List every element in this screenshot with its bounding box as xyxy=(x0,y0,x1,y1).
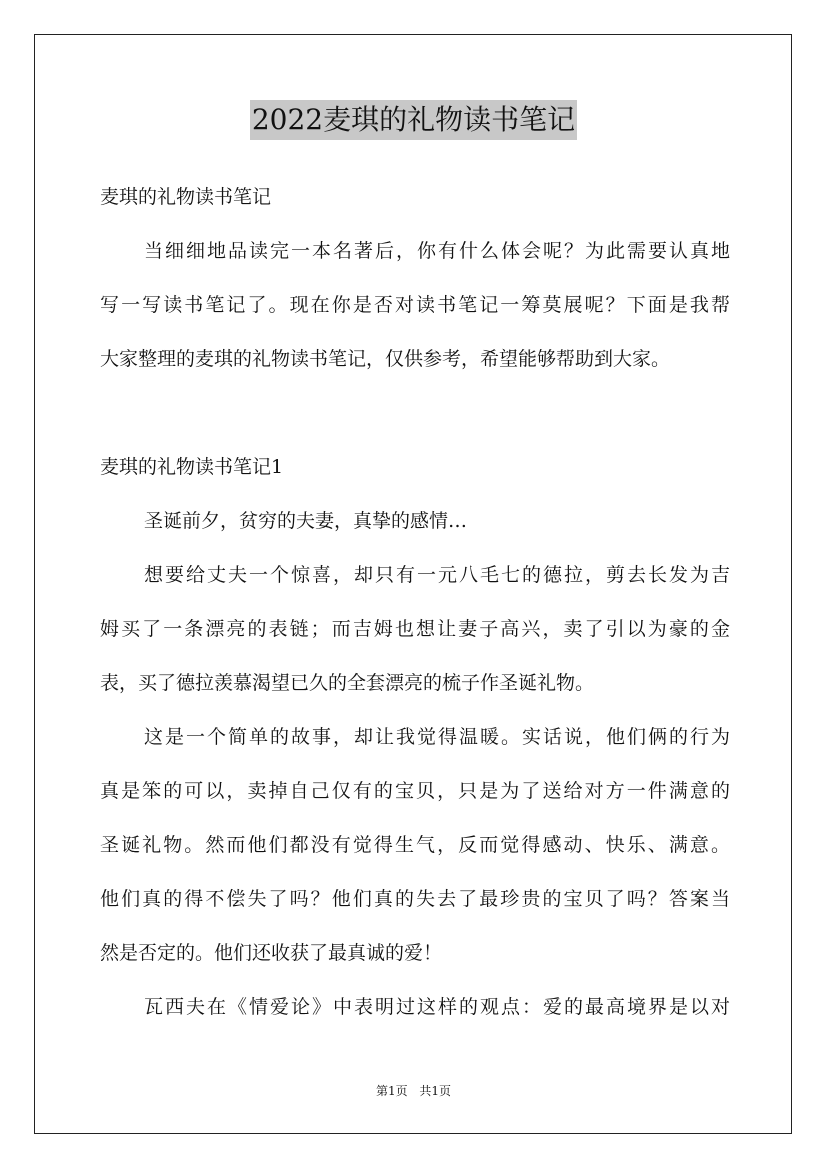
text-line: 圣诞礼物。然而他们都没有觉得生气，反而觉得感动、快乐、满意。 xyxy=(100,834,730,856)
text-line: 这是一个简单的故事，却让我觉得温暖。实话说，他们俩的行为 xyxy=(144,726,730,748)
text-line: 真是笨的可以，卖掉自己仅有的宝贝，只是为了送给对方一件满意的 xyxy=(100,780,730,802)
text-line: 他们真的得不偿失了吗？他们真的失去了最珍贵的宝贝了吗？答案当 xyxy=(100,888,730,910)
text-line: 当细细地品读完一本名著后，你有什么体会呢？为此需要认真地 xyxy=(144,240,730,262)
text-line: 想要给丈夫一个惊喜，却只有一元八毛七的德拉，剪去长发为吉 xyxy=(144,564,730,586)
text-line: 麦琪的礼物读书笔记1 xyxy=(100,456,284,478)
document-title: 2022麦琪的礼物读书笔记 xyxy=(250,100,577,140)
title-container xyxy=(0,100,827,140)
page-footer xyxy=(0,1082,827,1099)
text-line: 圣诞前夕，贫穷的夫妻，真挚的感情… xyxy=(144,510,468,532)
text-line: 姆买了一条漂亮的表链；而吉姆也想让妻子高兴，卖了引以为豪的金 xyxy=(100,618,730,640)
document-body xyxy=(100,170,730,1034)
text-line: 然是否定的。他们还收获了最真诚的爱！ xyxy=(100,942,443,964)
text-line: 麦琪的礼物读书笔记 xyxy=(100,186,272,208)
paragraph-gap xyxy=(100,386,730,440)
text-line: 表，买了德拉羡慕渴望已久的全套漂亮的梳子作圣诞礼物。 xyxy=(100,672,595,694)
text-line: 瓦西夫在《情爱论》中表明过这样的观点：爱的最高境界是以对 xyxy=(144,996,730,1018)
page-total: 共1页 xyxy=(419,1084,452,1098)
page-number: 第1页 xyxy=(375,1084,408,1098)
text-line: 写一写读书笔记了。现在你是否对读书笔记一筹莫展呢？下面是我帮 xyxy=(100,294,730,316)
text-line: 大家整理的麦琪的礼物读书笔记，仅供参考，希望能够帮助到大家。 xyxy=(100,348,671,370)
